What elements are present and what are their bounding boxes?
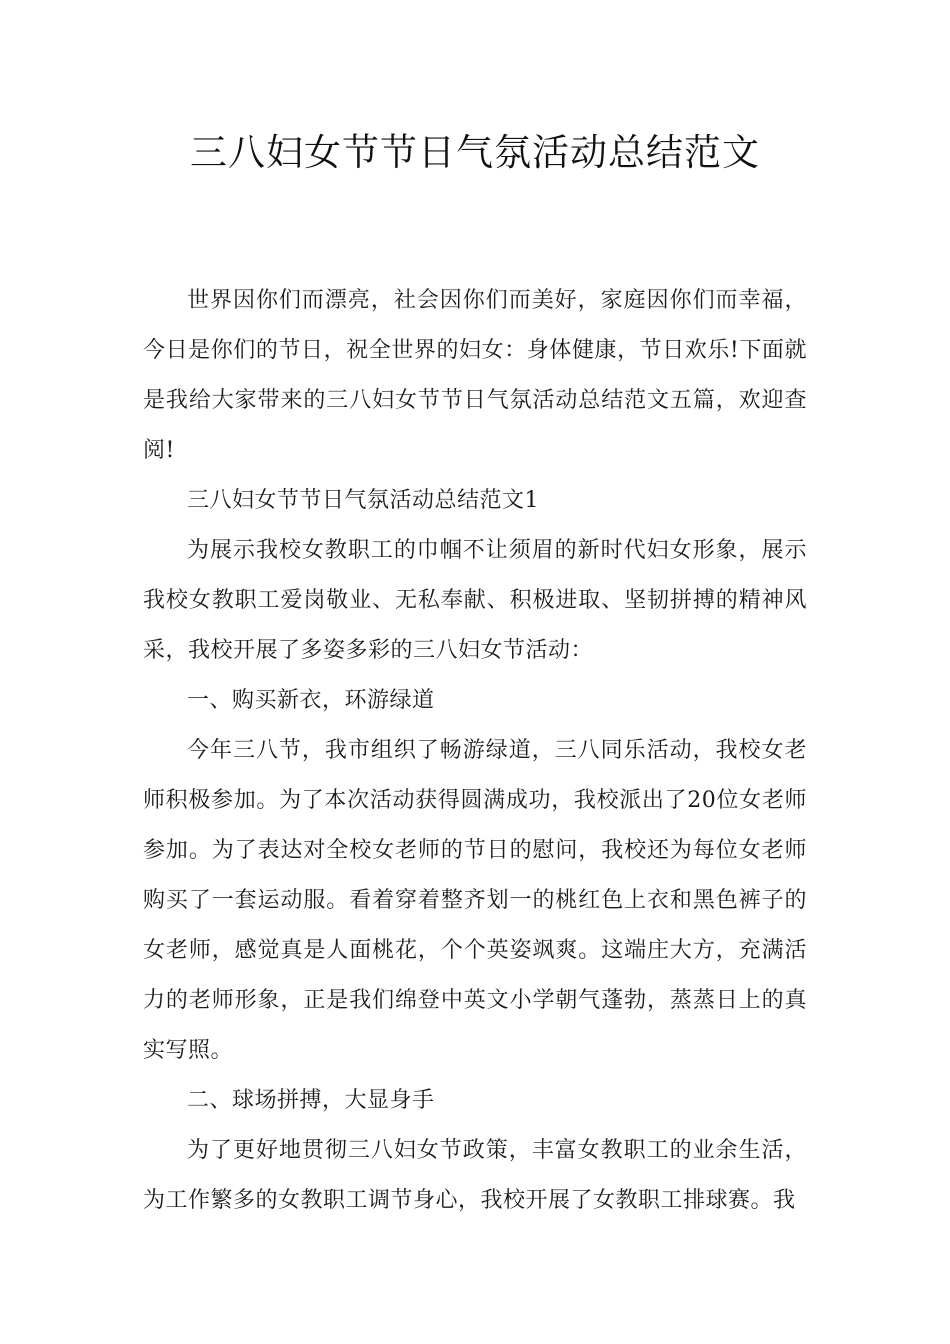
subheading-2: 二、球场拼搏，大显身手 xyxy=(187,1088,435,1113)
body-paragraph: 今年三八节，我市组织了畅游绿道，三八同乐活动，我校女老师积极参加。为了本次活动获得圆满成功，我校派出了20位女老师参加。为了表达对全校女老师的节日的慰问，我校还为每位女老师购买了一套运动服。看着穿着整齐划一的桃红色上衣和黑色裤子的女老师，感觉真是人面桃花，个个英姿飒爽。这端庄大方，充满活力的老师形象，正是我们绵登中英文小学朝气蓬勃，蒸蒸日上的真实写照。 xyxy=(143,738,807,1063)
body-paragraph: 为展示我校女教职工的巾帼不让须眉的新时代妇女形象，展示我校女教职工爱岗敬业、无私奉献、积极进取、坚韧拼搏的精神风采，我校开展了多姿多彩的三八妇女节活动： xyxy=(143,538,807,663)
body-paragraph: 为了更好地贯彻三八妇女节政策，丰富女教职工的业余生活，为工作繁多的女教职工调节身心，我校开展了女教职工排球赛。我 xyxy=(143,1138,807,1213)
intro-paragraph: 世界因你们而漂亮，社会因你们而美好，家庭因你们而幸福，今日是你们的节日，祝全世界的妇女：身体健康，节日欢乐!下面就是我给大家带来的三八妇女节节日气氛活动总结范文五篇，欢迎查阅! xyxy=(143,288,807,463)
document-title: 三八妇女节节日气氛活动总结范文 xyxy=(190,131,760,174)
subheading-1: 一、购买新衣，环游绿道 xyxy=(187,688,435,713)
section-heading-1: 三八妇女节节日气氛活动总结范文1 xyxy=(187,488,539,513)
document-body xyxy=(143,276,807,1226)
